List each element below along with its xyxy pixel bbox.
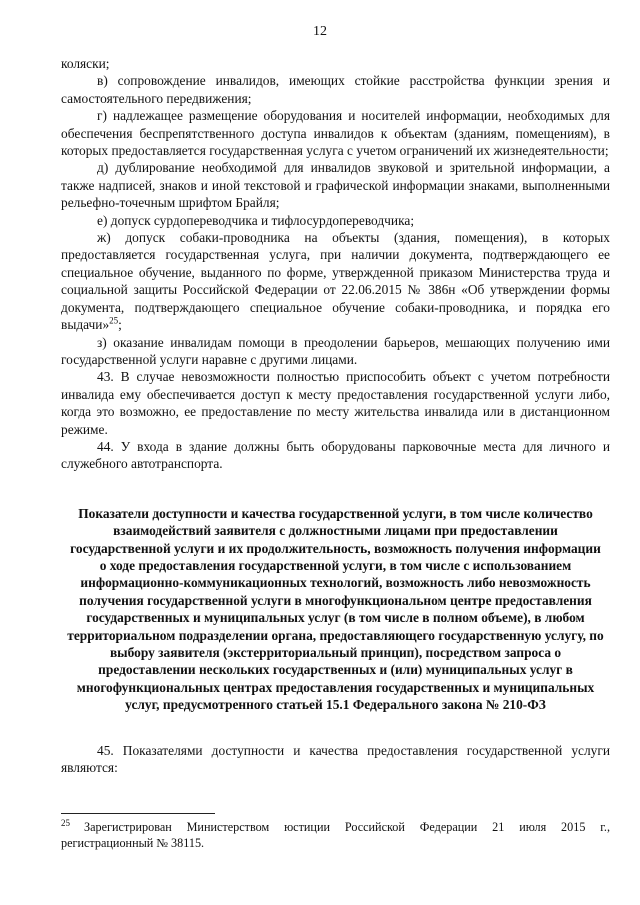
footnote-mark: 25 <box>61 817 70 828</box>
paragraph: д) дублирование необходимой для инвалидов звуковой и зрительной информации, а также надписей, знаков и иной текстовой и графической информации знаками, выполненными рельефно-точечным шрифтом Брайля; <box>61 160 610 211</box>
footnote-divider <box>61 813 215 814</box>
paragraph: г) надлежащее размещение оборудования и носителей информации, необходимых для обеспечения беспрепятственного доступа инвалидов к объектам (зданиям, помещениям), в которых предоставляется государственная услуга с учетом ограничений их жизнедеятельности; <box>61 108 610 159</box>
paragraph: коляски; <box>61 56 110 71</box>
footnote-text: Зарегистрирован Министерством юстиции Российской Федерации 21 июля 2015 г., регистрационный № 38115. <box>61 820 610 850</box>
paragraph: з) оказание инвалидам помощи в преодолении барьеров, мешающих получению ими государственной услуги наравне с другими лицами. <box>61 334 610 367</box>
paragraph-with-footnote <box>61 229 610 333</box>
paragraph: е) допуск сурдопереводчика и тифлосурдопереводчика; <box>97 212 415 228</box>
footnote <box>61 819 610 851</box>
section-heading: Показатели доступности и качества государственной услуги, в том числе количество взаимодействий заявителя с должностными лицами при предоставлении государственной услуги и их продолжительность, возможность получения информации о ходе предоставления государственной услуги, в том числе с использованием информационно-коммуникационных технологий, возможность либо невозможность получения государственной услуги в многофункциональном центре предоставления государственных и муниципальных услуг (в том числе в полном объеме), в любом территориальном подразделении органа, предоставляющего государственную услугу, по выбору заявителя (экстерриториальный принцип), посредством запроса о предоставлении нескольких государственных и (или) муниципальных услуг в многофункциональных центрах предоставления государственных и муниципальных услуг, предусмотренного статьей 15.1 Федерального закона № 210-ФЗ <box>67 505 604 713</box>
document-body <box>61 55 610 776</box>
paragraph: 43. В случае невозможности полностью приспособить объект с учетом потребности инвалида ему обеспечивается доступ к месту предоставления государственной услуги либо, когда это возможно, ее предоставление по месту жительства инвалида или в дистанционном режиме. <box>61 369 610 437</box>
paragraph: 45. Показателями доступности и качества предоставления государственной услуги являются: <box>61 742 610 776</box>
paragraph: в) сопровождение инвалидов, имеющих стойкие расстройства функции зрения и самостоятельного передвижения; <box>61 73 610 106</box>
paragraph-tail: ; <box>118 317 122 333</box>
paragraph: 44. У входа в здание должны быть оборудованы парковочные места для личного и служебного автотранспорта. <box>61 438 610 472</box>
footnote-reference: 25 <box>109 315 119 326</box>
page-number: 12 <box>313 24 327 39</box>
paragraph-text: ж) допуск собаки-проводника на объекты (здания, помещения), в которых предоставляется государственная услуга, при наличии документа, подтверждающего ее специальное обучение, выданного по форме, утвержденной приказом Министерства труда и социальной защиты Российской Федерации от 22.06.2015 № 386н «Об утверждении формы документа, подтверждающего специальное обучение собаки-проводника, и порядка его выдачи» <box>61 230 610 333</box>
